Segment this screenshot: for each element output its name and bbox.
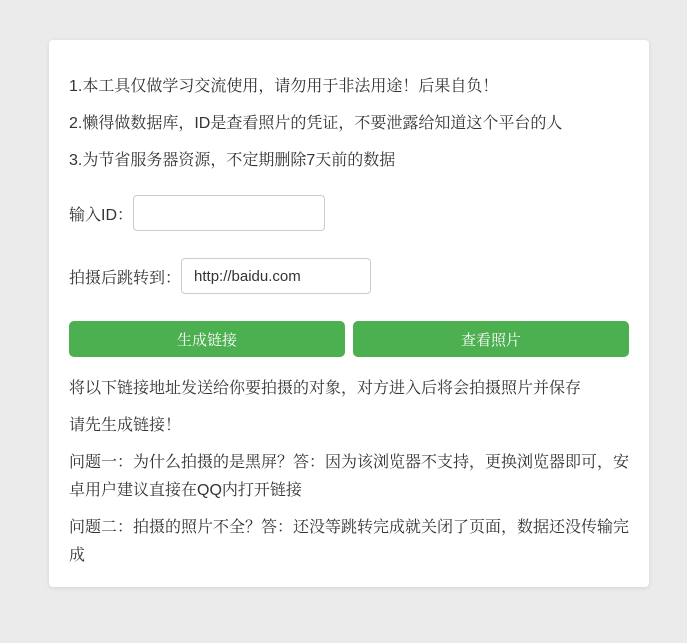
main-card (49, 40, 649, 587)
redirect-input-label: 拍摄后跳转到： (69, 269, 182, 287)
redirect-url-input[interactable] (181, 258, 371, 294)
action-button-row (69, 321, 629, 357)
note-usage-warning: 1.本工具仅做学习交流使用，请勿用于非法用途！后果自负！ (69, 78, 499, 95)
id-input[interactable] (133, 195, 325, 231)
view-photos-button[interactable]: 查看照片 (353, 321, 629, 357)
id-input-label: 输入ID： (69, 206, 134, 224)
note-data-cleanup: 3.为节省服务器资源，不定期删除7天前的数据 (69, 152, 396, 169)
faq-incomplete-photo: 问题二：拍摄的照片不全？答：还没等跳转完成就关闭了页面，数据还没传输完成 (69, 519, 630, 564)
instruction-send-link: 将以下链接地址发送给你要拍摄的对象，对方进入后将会拍摄照片并保存 (69, 380, 582, 397)
note-id-credential: 2.懒得做数据库，ID是查看照片的凭证，不要泄露给知道这个平台的人 (69, 115, 563, 132)
id-input-row (69, 195, 629, 231)
faq-black-screen: 问题一：为什么拍摄的是黑屏？答：因为该浏览器不支持，更换浏览器即可，安卓用户建议直接在QQ内打开链接 (69, 454, 630, 499)
generate-link-button[interactable]: 生成链接 (69, 321, 345, 357)
redirect-input-row (69, 258, 629, 294)
instruction-generate-first: 请先生成链接！ (69, 417, 182, 434)
